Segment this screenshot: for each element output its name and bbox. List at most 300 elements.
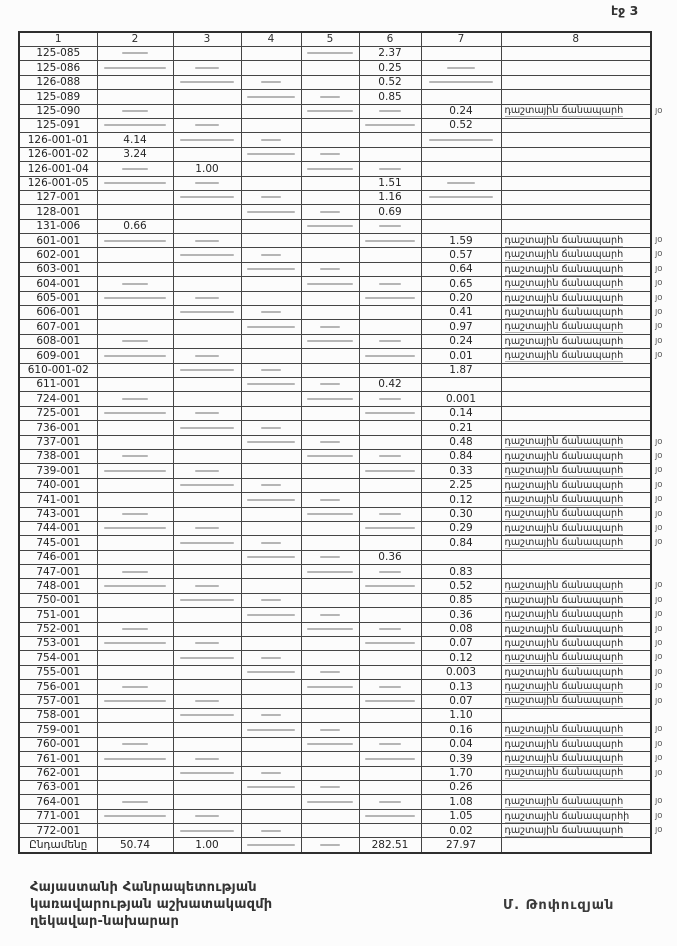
value-cell	[359, 780, 421, 794]
value-cell	[173, 306, 241, 320]
table-row	[19, 795, 651, 809]
scan-smear	[261, 311, 282, 313]
column-header: 1	[19, 32, 97, 47]
value-cell	[301, 737, 359, 751]
scan-smear	[104, 355, 165, 357]
parcel-code-cell: 761-001	[19, 752, 97, 766]
scan-smear	[180, 139, 234, 141]
value-cell	[301, 291, 359, 305]
value-cell: 0.41	[421, 306, 501, 320]
scan-smear	[429, 81, 494, 83]
value-cell	[97, 809, 173, 823]
value-cell	[173, 478, 241, 492]
table-row	[19, 104, 651, 118]
land-use-cell	[501, 766, 663, 780]
value-cell: 0.64	[421, 262, 501, 276]
value-cell	[97, 90, 173, 104]
value-cell	[173, 752, 241, 766]
scan-smear	[379, 455, 401, 457]
value-cell	[301, 478, 359, 492]
value-cell	[359, 608, 421, 622]
value-cell: 0.26	[421, 780, 501, 794]
land-use-cell	[501, 651, 663, 665]
value-cell	[301, 363, 359, 377]
scan-smear	[122, 455, 149, 457]
table-row	[19, 723, 651, 737]
parcel-code-cell: 764-001	[19, 795, 97, 809]
value-cell	[241, 75, 301, 89]
value-cell	[359, 133, 421, 147]
parcel-code-cell: 741-001	[19, 493, 97, 507]
road-type-label: դաշտային ճանապարհ	[504, 249, 624, 261]
value-cell: 1.87	[421, 363, 501, 377]
value-cell	[301, 565, 359, 579]
road-type-label: դաշտային ճանապարհ	[504, 450, 624, 462]
value-cell	[359, 406, 421, 420]
value-cell	[241, 205, 301, 219]
scan-smear	[247, 729, 294, 731]
value-cell	[359, 565, 421, 579]
scan-smear	[429, 139, 494, 141]
value-cell	[173, 291, 241, 305]
table-row	[19, 478, 651, 492]
value-cell: 0.001	[421, 392, 501, 406]
column-header: 5	[301, 32, 359, 47]
land-use-cell	[501, 133, 651, 147]
scan-smear	[247, 671, 294, 673]
scan-smear	[195, 470, 219, 472]
parcel-code-cell: 750-001	[19, 593, 97, 607]
value-cell: 0.57	[421, 248, 501, 262]
value-cell	[97, 248, 173, 262]
value-cell: 0.12	[421, 493, 501, 507]
parcel-code-cell: 754-001	[19, 651, 97, 665]
value-cell	[173, 334, 241, 348]
value-cell	[97, 550, 173, 564]
value-cell	[97, 61, 173, 75]
scan-smear	[379, 743, 401, 745]
value-cell	[301, 320, 359, 334]
value-cell: 0.39	[421, 752, 501, 766]
value-cell	[173, 47, 241, 61]
value-cell	[301, 118, 359, 132]
value-cell: 0.21	[421, 421, 501, 435]
value-cell	[97, 478, 173, 492]
parcel-code-cell: 126-088	[19, 75, 97, 89]
road-type-label: դաշտային ճանապարհ	[504, 105, 624, 117]
table-row	[19, 234, 651, 248]
value-cell	[241, 579, 301, 593]
value-cell	[97, 637, 173, 651]
road-type-label: դաշտային ճանապարհ	[504, 494, 624, 505]
land-use-cell	[501, 104, 663, 118]
value-cell: 0.24	[421, 334, 501, 348]
scan-smear	[247, 614, 294, 616]
value-cell	[241, 363, 301, 377]
scan-smear	[307, 571, 353, 573]
scan-smear	[320, 786, 340, 788]
margin-mark: յօ	[655, 825, 663, 836]
value-cell: 1.70	[421, 766, 501, 780]
value-cell	[301, 795, 359, 809]
value-cell: 0.48	[421, 435, 501, 449]
table-row	[19, 536, 651, 550]
scan-smear	[104, 182, 165, 184]
column-header: 8	[501, 32, 651, 47]
parcel-code-cell: 125-089	[19, 90, 97, 104]
scan-smear	[104, 585, 165, 587]
value-cell: 0.07	[421, 694, 501, 708]
land-use-cell	[501, 320, 663, 334]
parcel-code-cell: 125-085	[19, 47, 97, 61]
value-cell: 0.85	[421, 593, 501, 607]
scan-smear	[122, 52, 149, 54]
value-cell	[97, 118, 173, 132]
value-cell	[173, 550, 241, 564]
value-cell	[97, 593, 173, 607]
value-cell	[241, 565, 301, 579]
parcel-code-cell: 762-001	[19, 766, 97, 780]
scan-smear	[247, 153, 294, 155]
scan-smear	[247, 268, 294, 270]
parcel-code-cell: 746-001	[19, 550, 97, 564]
parcel-code-cell: 126-001-02	[19, 147, 97, 161]
scan-smear	[307, 110, 353, 112]
column-header: 3	[173, 32, 241, 47]
table-row	[19, 464, 651, 478]
value-cell	[421, 47, 501, 61]
land-use-cell	[501, 550, 651, 564]
table-row	[19, 363, 651, 377]
table-row	[19, 680, 651, 694]
value-cell	[97, 234, 173, 248]
table-row	[19, 176, 651, 190]
value-cell: 0.07	[421, 637, 501, 651]
scan-smear	[447, 182, 476, 184]
scan-smear	[195, 758, 219, 760]
value-cell	[97, 766, 173, 780]
table-row	[19, 809, 651, 823]
value-cell	[173, 637, 241, 651]
road-type-label: դաշտային ճանապարհ	[504, 350, 624, 362]
value-cell	[241, 478, 301, 492]
margin-mark: յօ	[655, 623, 663, 634]
parcel-code-cell: 604-001	[19, 277, 97, 291]
scan-smear	[122, 686, 149, 688]
scan-smear	[365, 700, 414, 702]
land-use-cell	[501, 190, 651, 204]
scan-smear	[180, 369, 234, 371]
value-cell	[97, 363, 173, 377]
land-use-cell	[501, 75, 651, 89]
parcel-code-cell: 125-090	[19, 104, 97, 118]
footer-office-title	[30, 879, 272, 930]
value-cell	[359, 766, 421, 780]
margin-mark: յօ	[655, 292, 663, 303]
land-use-cell	[501, 622, 663, 636]
value-cell	[173, 435, 241, 449]
value-cell	[301, 234, 359, 248]
scan-smear	[261, 139, 282, 141]
land-use-cell	[501, 478, 663, 492]
land-use-cell	[501, 406, 651, 420]
value-cell: 1.16	[359, 190, 421, 204]
margin-mark: յօ	[655, 508, 663, 519]
value-cell	[97, 824, 173, 838]
scan-smear	[122, 571, 149, 573]
scan-smear	[320, 153, 340, 155]
value-cell	[301, 521, 359, 535]
value-cell	[173, 176, 241, 190]
value-cell	[241, 449, 301, 463]
value-cell	[241, 521, 301, 535]
value-cell: 0.65	[421, 277, 501, 291]
value-cell	[241, 176, 301, 190]
value-cell: 0.04	[421, 737, 501, 751]
value-cell	[301, 147, 359, 161]
value-cell	[359, 349, 421, 363]
scan-smear	[247, 786, 294, 788]
value-cell	[97, 780, 173, 794]
table-row	[19, 608, 651, 622]
parcel-code-cell: 611-001	[19, 377, 97, 391]
value-cell	[173, 680, 241, 694]
table-row	[19, 435, 651, 449]
value-cell	[241, 90, 301, 104]
scan-smear	[195, 67, 219, 69]
value-cell	[421, 176, 501, 190]
value-cell	[301, 334, 359, 348]
table-row	[19, 90, 651, 104]
value-cell: 0.85	[359, 90, 421, 104]
value-cell	[97, 536, 173, 550]
land-use-cell	[501, 47, 651, 61]
value-cell: 1.00	[173, 838, 241, 853]
scan-smear	[180, 254, 234, 256]
table-row	[19, 493, 651, 507]
margin-mark: յօ	[655, 666, 663, 677]
scan-smear	[180, 484, 234, 486]
value-cell	[359, 219, 421, 233]
value-cell: 0.29	[421, 521, 501, 535]
value-cell	[359, 694, 421, 708]
value-cell	[241, 406, 301, 420]
scan-smear	[365, 470, 414, 472]
scan-smear	[307, 283, 353, 285]
value-cell	[301, 277, 359, 291]
value-cell	[97, 708, 173, 722]
value-cell: 0.36	[359, 550, 421, 564]
value-cell	[173, 536, 241, 550]
scan-smear	[379, 513, 401, 515]
road-type-label: դաշտային ճանապարհ	[504, 335, 624, 347]
table-row	[19, 147, 651, 161]
scan-smear	[307, 686, 353, 688]
value-cell	[97, 262, 173, 276]
value-cell	[97, 435, 173, 449]
page-number: էջ 3	[611, 3, 639, 18]
scan-smear	[195, 124, 219, 126]
land-use-cell	[501, 521, 663, 535]
scan-smear	[104, 815, 165, 817]
table-row	[19, 665, 651, 679]
value-cell	[173, 780, 241, 794]
land-use-cell	[501, 306, 663, 320]
scan-smear	[261, 427, 282, 429]
table-row	[19, 708, 651, 722]
land-use-cell	[501, 838, 651, 853]
parcel-code-cell: 760-001	[19, 737, 97, 751]
scan-smear	[180, 81, 234, 83]
parcel-code-cell: 602-001	[19, 248, 97, 262]
value-cell	[241, 694, 301, 708]
value-cell: 0.30	[421, 507, 501, 521]
value-cell: 0.20	[421, 291, 501, 305]
scan-smear	[104, 642, 165, 644]
scan-smear	[195, 297, 219, 299]
value-cell: 4.14	[97, 133, 173, 147]
value-cell	[173, 737, 241, 751]
land-use-cell	[501, 377, 651, 391]
scan-smear	[429, 196, 494, 198]
value-cell	[421, 190, 501, 204]
value-cell	[301, 47, 359, 61]
scan-smear	[104, 124, 165, 126]
value-cell: 0.12	[421, 651, 501, 665]
table-row	[19, 162, 651, 176]
table-row	[19, 824, 651, 838]
scan-smear	[365, 815, 414, 817]
value-cell: 0.84	[421, 449, 501, 463]
value-cell	[97, 449, 173, 463]
value-cell: 0.52	[421, 118, 501, 132]
parcel-code-cell: 736-001	[19, 421, 97, 435]
table-row	[19, 248, 651, 262]
margin-mark: յօ	[655, 738, 663, 749]
value-cell	[301, 377, 359, 391]
value-cell: 1.08	[421, 795, 501, 809]
value-cell	[241, 665, 301, 679]
parcel-code-cell: 747-001	[19, 565, 97, 579]
value-cell	[359, 449, 421, 463]
land-use-cell	[501, 205, 651, 219]
scan-smear	[247, 844, 294, 846]
table-row	[19, 521, 651, 535]
value-cell	[421, 162, 501, 176]
value-cell: 0.003	[421, 665, 501, 679]
scan-smear	[261, 369, 282, 371]
scan-smear	[180, 830, 234, 832]
land-use-cell	[501, 780, 651, 794]
land-use-cell	[501, 234, 663, 248]
scan-smear	[307, 225, 353, 227]
value-cell	[301, 262, 359, 276]
value-cell	[173, 104, 241, 118]
value-cell	[301, 680, 359, 694]
value-cell	[241, 824, 301, 838]
scan-smear	[320, 96, 340, 98]
value-cell	[241, 104, 301, 118]
value-cell	[421, 550, 501, 564]
road-type-label: դաշտային ճանապարհի	[504, 810, 630, 822]
parcel-code-cell: 743-001	[19, 507, 97, 521]
value-cell	[301, 61, 359, 75]
scan-smear	[247, 326, 294, 328]
value-cell: 1.51	[359, 176, 421, 190]
value-cell	[97, 493, 173, 507]
value-cell	[173, 622, 241, 636]
margin-mark: յօ	[655, 638, 663, 649]
parcel-code-cell: 128-001	[19, 205, 97, 219]
margin-mark: յօ	[655, 796, 663, 807]
road-type-label: դաշտային ճանապարհ	[504, 465, 624, 477]
land-use-cell	[501, 118, 651, 132]
value-cell: 0.08	[421, 622, 501, 636]
value-cell: 0.13	[421, 680, 501, 694]
value-cell	[359, 464, 421, 478]
land-use-cell	[501, 536, 663, 550]
scan-smear	[320, 383, 340, 385]
parcel-code-cell: 739-001	[19, 464, 97, 478]
land-use-cell	[501, 493, 663, 507]
scan-smear	[122, 743, 149, 745]
column-header: 7	[421, 32, 501, 47]
value-cell	[301, 435, 359, 449]
land-use-cell	[501, 593, 663, 607]
value-cell	[173, 464, 241, 478]
value-cell	[241, 248, 301, 262]
scan-smear	[195, 240, 219, 242]
scan-smear	[379, 398, 401, 400]
value-cell	[359, 665, 421, 679]
value-cell	[173, 608, 241, 622]
scan-smear	[247, 556, 294, 558]
scan-smear	[261, 772, 282, 774]
scan-smear	[365, 124, 414, 126]
scan-smear	[195, 585, 219, 587]
table-row	[19, 205, 651, 219]
land-use-cell	[501, 392, 651, 406]
value-cell	[173, 579, 241, 593]
land-use-cell	[501, 90, 651, 104]
value-cell	[173, 507, 241, 521]
value-cell	[97, 320, 173, 334]
value-cell	[97, 737, 173, 751]
value-cell	[173, 421, 241, 435]
road-type-label: դաշտային ճանապարհ	[504, 623, 624, 635]
table-row	[19, 622, 651, 636]
value-cell	[97, 507, 173, 521]
value-cell	[301, 162, 359, 176]
value-cell	[359, 234, 421, 248]
value-cell: 0.36	[421, 608, 501, 622]
parcel-code-cell: 755-001	[19, 665, 97, 679]
parcel-code-cell: 753-001	[19, 637, 97, 651]
value-cell	[173, 651, 241, 665]
scan-smear	[365, 642, 414, 644]
land-use-cell	[501, 291, 663, 305]
scan-smear	[320, 326, 340, 328]
value-cell	[359, 334, 421, 348]
value-cell	[421, 205, 501, 219]
value-cell	[97, 521, 173, 535]
parcel-code-cell: 752-001	[19, 622, 97, 636]
table-row	[19, 392, 651, 406]
value-cell	[301, 766, 359, 780]
land-use-cell	[501, 694, 663, 708]
value-cell	[359, 536, 421, 550]
land-parcel-table	[18, 31, 663, 854]
